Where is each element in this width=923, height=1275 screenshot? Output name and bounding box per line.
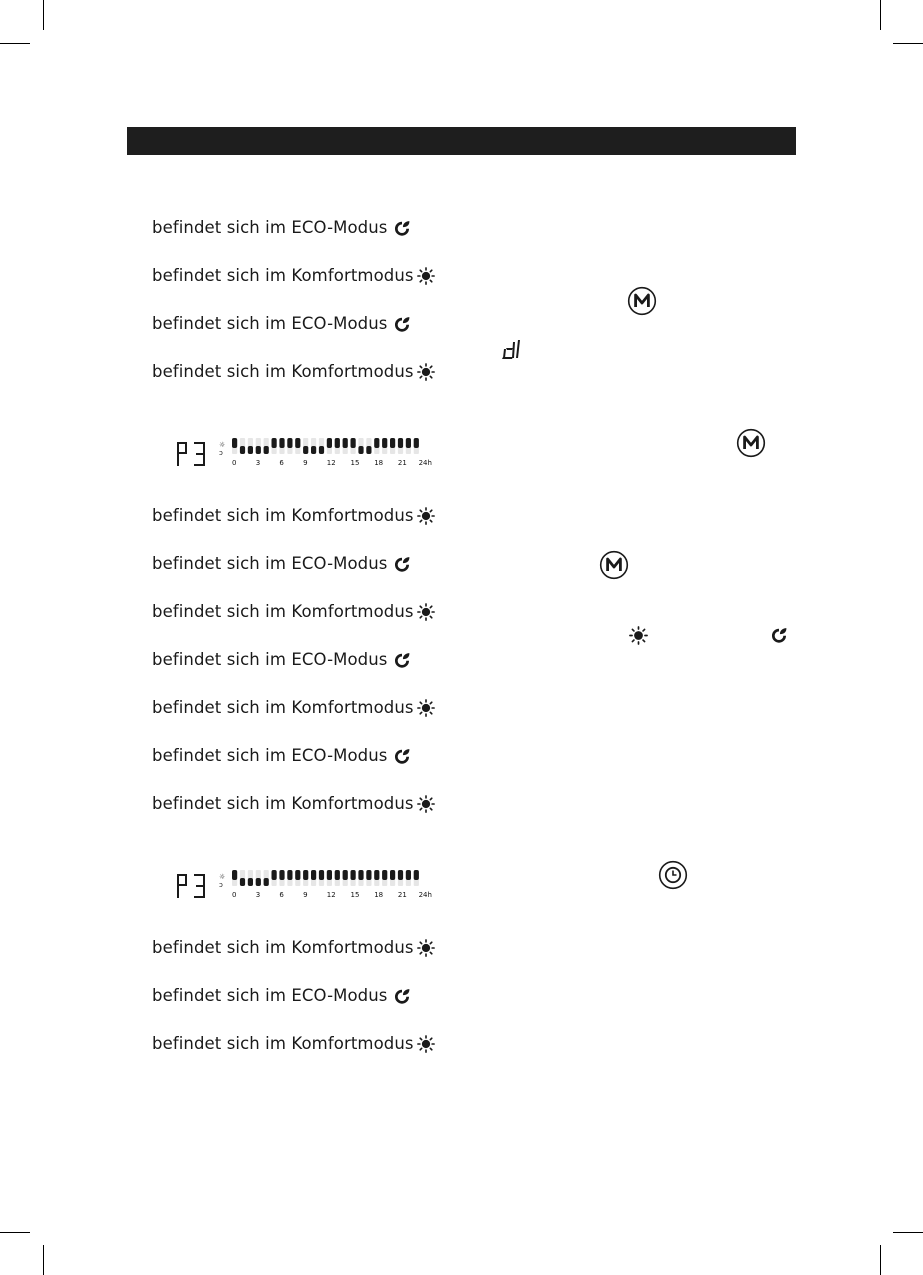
lcd-hour-tick: 15 [350, 891, 360, 899]
lcd-hour-tick: 9 [303, 891, 308, 899]
lcd-segment-comfort [232, 870, 237, 880]
lcd-segment-comfort [232, 438, 237, 448]
lcd-segment-eco [240, 878, 245, 886]
sun-icon [417, 267, 435, 285]
eco-leaf-icon [393, 651, 411, 669]
mode-line-text: befindet sich im ECO-Modus [152, 986, 388, 1005]
lcd-segment-eco [264, 446, 269, 454]
lcd-segment-comfort [319, 870, 324, 880]
sun-icon [417, 939, 435, 957]
lcd-segment-comfort [327, 870, 332, 880]
lcd-hour-tick: 15 [350, 459, 360, 467]
eco-leaf-icon [393, 747, 411, 765]
crop-mark [0, 1232, 30, 1233]
mode-line [152, 266, 435, 286]
lcd-hour-tick: 12 [326, 459, 336, 467]
eco-leaf-icon [393, 555, 411, 573]
eco-leaf-icon [393, 219, 411, 237]
mode-line [152, 794, 435, 814]
lcd-hour-tick: 0 [232, 459, 237, 467]
sun-icon [417, 507, 435, 525]
lcd-segment-comfort [343, 870, 348, 880]
mode-line [152, 506, 435, 526]
mode-line-text: befindet sich im Komfortmodus [152, 266, 414, 285]
mode-line-text: befindet sich im Komfortmodus [152, 698, 414, 717]
mode-line [152, 362, 435, 382]
mode-line-text: befindet sich im ECO-Modus [152, 314, 388, 333]
lcd-segment-comfort [390, 870, 395, 880]
lcd-segment-comfort [358, 870, 363, 880]
lcd-segment-comfort [398, 438, 403, 448]
mode-line-text: befindet sich im ECO-Modus [152, 650, 388, 669]
lcd-hour-tick: 21 [397, 459, 407, 467]
lcd-hour-tick: 6 [279, 891, 284, 899]
mode-line [152, 698, 435, 718]
lcd-segment-eco [264, 878, 269, 886]
lcd-segment-comfort [351, 870, 356, 880]
lcd-segment-comfort [327, 438, 332, 448]
lcd-segment-comfort [414, 438, 419, 448]
lcd-hour-tick: 9 [303, 459, 308, 467]
lcd-segment-comfort [279, 438, 284, 448]
sun-icon [417, 699, 435, 717]
sun-icon [417, 603, 435, 621]
crop-mark [43, 1245, 44, 1275]
lcd-segment-comfort [406, 870, 411, 880]
lcd-segment-comfort [406, 438, 411, 448]
mode-line [152, 650, 411, 670]
lcd-program-code [177, 442, 205, 466]
lcd-segment-comfort [351, 438, 356, 448]
lcd-segment-comfort [398, 870, 403, 880]
mode-line-text: befindet sich im ECO-Modus [152, 218, 388, 237]
lcd-sun-marker: ☼ [219, 441, 226, 449]
lcd-segment-comfort [303, 870, 308, 880]
lcd-segment-comfort [374, 438, 379, 448]
lcd-segment-comfort [366, 870, 371, 880]
mode-line-text: befindet sich im Komfortmodus [152, 602, 414, 621]
crop-mark [43, 0, 44, 30]
mode-line [152, 602, 435, 622]
mode-line [152, 746, 411, 766]
m-button-icon [599, 550, 629, 580]
mode-line-text: befindet sich im ECO-Modus [152, 554, 388, 573]
lcd-eco-marker: ↄ [219, 449, 223, 457]
lcd-segment-eco [240, 446, 245, 454]
lcd-program-display [172, 864, 432, 906]
eco-leaf-icon [393, 987, 411, 1005]
m-button-icon [736, 428, 766, 458]
lcd-hour-tick: 6 [279, 459, 284, 467]
crop-mark [893, 43, 923, 44]
lcd-segment-comfort [343, 438, 348, 448]
crop-mark [0, 43, 30, 44]
crop-mark [880, 1245, 881, 1275]
mode-line-text: befindet sich im ECO-Modus [152, 746, 388, 765]
lcd-hour-tick: 21 [397, 891, 407, 899]
sun-icon [417, 363, 435, 381]
lcd-segment-eco [256, 878, 261, 886]
lcd-sun-marker: ☼ [219, 873, 226, 881]
lcd-hour-tick: 0 [232, 891, 237, 899]
mode-line-text: befindet sich im Komfortmodus [152, 794, 414, 813]
lcd-segment-comfort [374, 870, 379, 880]
mode-line-text: befindet sich im Komfortmodus [152, 362, 414, 381]
lcd-hour-tick: 12 [326, 891, 336, 899]
lcd-segment-comfort [382, 438, 387, 448]
mode-line-text: befindet sich im Komfortmodus [152, 938, 414, 957]
lcd-segment-comfort [335, 438, 340, 448]
lcd-hour-tick: 24h [418, 891, 432, 899]
mode-line-text: befindet sich im Komfortmodus [152, 1034, 414, 1053]
mode-line [152, 218, 411, 238]
crop-mark [880, 0, 881, 30]
lcd-segment-eco [358, 446, 363, 454]
sun-icon [417, 1035, 435, 1053]
lcd-segment-comfort [311, 870, 316, 880]
lcd-program-code [177, 874, 205, 898]
mode-line [152, 1034, 435, 1054]
lcd-segment-comfort [335, 870, 340, 880]
lcd-eco-marker: ↄ [219, 881, 223, 889]
section-header-bar [127, 127, 796, 155]
lcd-hour-tick: 18 [374, 891, 384, 899]
lcd-segment-eco [319, 446, 324, 454]
eco-leaf-icon [770, 626, 788, 644]
lcd-segment-comfort [287, 870, 292, 880]
m-button-icon [627, 286, 657, 316]
eco-leaf-icon [393, 315, 411, 333]
lcd-segment-eco [248, 446, 253, 454]
sun-icon [417, 795, 435, 813]
mode-line [152, 938, 435, 958]
clock-button-icon [658, 860, 688, 890]
lcd-segment-comfort [390, 438, 395, 448]
lcd-segment-comfort [382, 870, 387, 880]
lcd-segment-comfort [287, 438, 292, 448]
lcd-segment-comfort [279, 870, 284, 880]
lcd-segment-comfort [272, 438, 277, 448]
lcd-segment-eco [303, 446, 308, 454]
lcd-segment-comfort [295, 870, 300, 880]
mode-line [152, 554, 411, 574]
mode-line-text: befindet sich im Komfortmodus [152, 506, 414, 525]
lcd-program-display [172, 432, 432, 474]
lcd-segment-eco [248, 878, 253, 886]
sun-icon [629, 626, 648, 645]
lcd-segment-comfort [272, 870, 277, 880]
display-d1-icon [498, 336, 524, 362]
lcd-hour-tick: 24h [418, 459, 432, 467]
lcd-segment-eco [366, 446, 371, 454]
lcd-segment-eco [256, 446, 261, 454]
lcd-segment-eco [311, 446, 316, 454]
mode-line [152, 314, 411, 334]
lcd-segment-comfort [414, 870, 419, 880]
lcd-hour-tick: 3 [255, 891, 261, 899]
lcd-segment-comfort [295, 438, 300, 448]
crop-mark [893, 1232, 923, 1233]
lcd-hour-tick: 3 [255, 459, 261, 467]
mode-line [152, 986, 411, 1006]
lcd-hour-tick: 18 [374, 459, 384, 467]
